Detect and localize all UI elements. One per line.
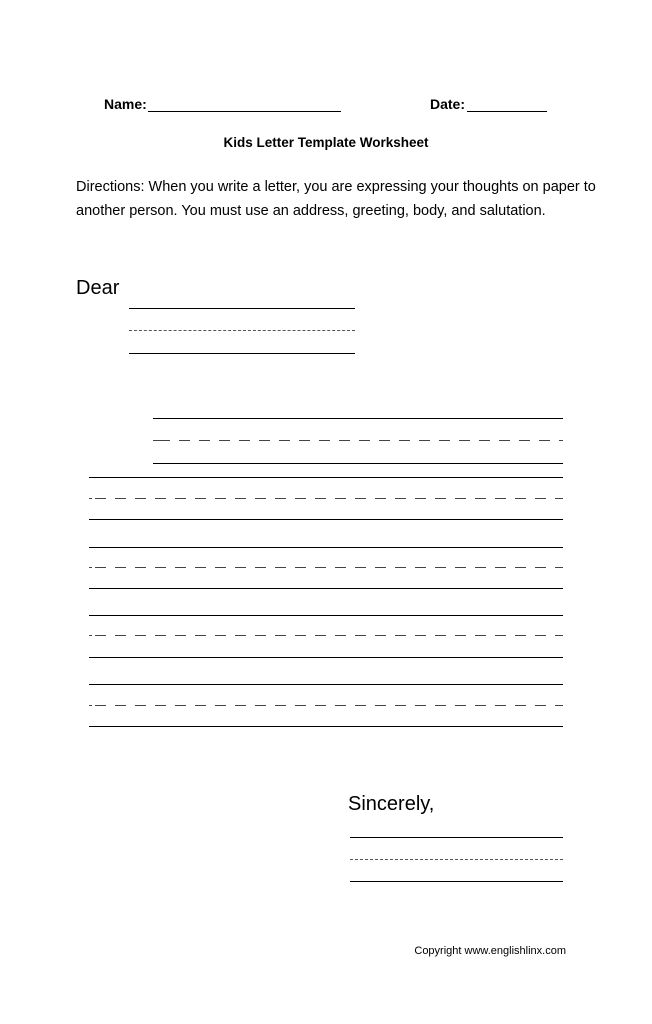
writing-line-midline (89, 635, 563, 636)
writing-line-midline (89, 567, 563, 568)
writing-line-top[interactable] (89, 477, 563, 478)
worksheet-title: Kids Letter Template Worksheet (223, 135, 429, 150)
closing-word: Sincerely, (348, 793, 435, 815)
writing-line-top[interactable] (350, 837, 563, 838)
writing-line-base[interactable] (89, 519, 563, 520)
greeting-word: Dear (76, 277, 120, 299)
writing-line-top[interactable] (153, 418, 563, 419)
writing-line-base[interactable] (89, 657, 563, 658)
writing-line-base[interactable] (89, 588, 563, 589)
writing-line-top[interactable] (89, 615, 563, 616)
writing-line-midline (153, 440, 563, 441)
date-blank-line[interactable] (467, 111, 547, 112)
copyright-text: Copyright www.englishlinx.com (414, 945, 566, 957)
name-label: Name: (104, 96, 147, 112)
writing-line-base[interactable] (350, 881, 563, 882)
writing-line-base[interactable] (153, 463, 563, 464)
writing-line-top[interactable] (129, 308, 355, 309)
writing-line-base[interactable] (129, 353, 355, 354)
writing-line-base[interactable] (89, 726, 563, 727)
writing-line-midline (89, 705, 563, 706)
writing-line-midline (129, 330, 355, 331)
writing-line-top[interactable] (89, 684, 563, 685)
writing-line-midline (350, 859, 563, 860)
date-label: Date: (430, 96, 466, 112)
writing-line-top[interactable] (89, 547, 563, 548)
name-blank-line[interactable] (148, 111, 341, 112)
directions-text: Directions: When you write a letter, you are expressing your thoughts on paper to another person. You must use an address, greeting, body, and salutation. (76, 179, 596, 219)
writing-line-midline (89, 498, 563, 499)
